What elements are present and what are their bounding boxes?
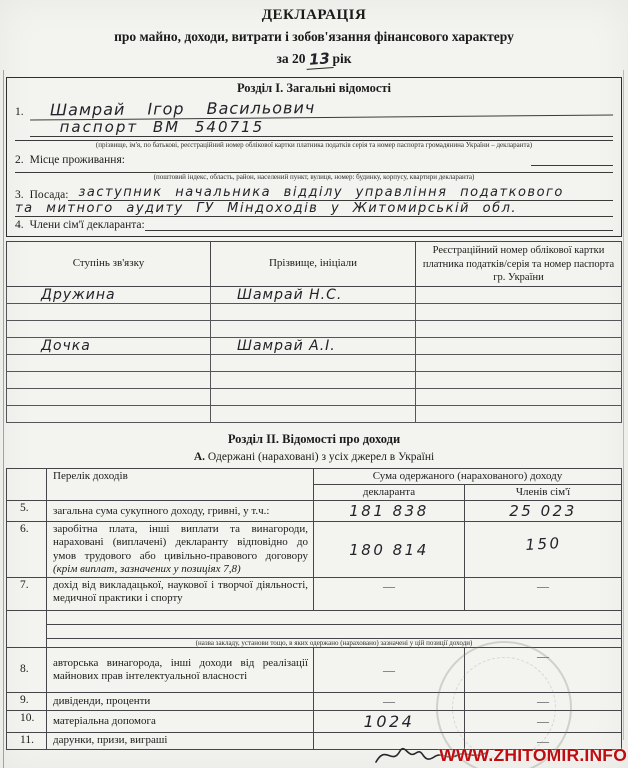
family-dash: — — [465, 710, 622, 732]
declarant-dash: — — [314, 693, 465, 710]
row-number-empty — [7, 610, 47, 647]
year-suffix: рік — [332, 51, 352, 66]
family-header-regnumber: Реєстраційний номер облікової картки платника податків/серія та номер паспорта гр. України — [416, 242, 622, 286]
declarant-name-handwritten: Шамрай Ігор Васильович — [30, 95, 614, 120]
item3-number: 3. — [15, 189, 24, 202]
family-header-relation: Ступінь зв'язку — [7, 242, 211, 286]
item2-number: 2. — [15, 153, 24, 166]
family-row — [7, 286, 622, 303]
family-row — [7, 405, 622, 422]
family-amount-handwritten: 25 023 — [465, 501, 622, 522]
family-column-header: Членів сім'ї — [465, 484, 622, 500]
name-handwritten: Шамрай А.І. — [211, 337, 416, 354]
blank-line-cell — [47, 610, 622, 624]
scan-frame-line-left — [3, 70, 4, 768]
name-handwritten: Шамрай Н.С. — [211, 286, 416, 303]
blank-line-cell — [47, 624, 622, 638]
residence-short-line — [531, 164, 613, 166]
family-dash: — — [465, 693, 622, 710]
family-members-blank-line — [145, 230, 613, 231]
section2-sub-text: Одержані (нараховані) з усіх джерел в Україні — [205, 450, 435, 463]
page-title: ДЕКЛАРАЦІЯ — [261, 7, 367, 23]
family-members-label: Члени сім'ї декларанта: — [29, 219, 145, 232]
row-number: 7. — [7, 577, 47, 610]
watermark-zhitomir-info: WWW.ZHITOMIR.INFO — [439, 745, 627, 765]
section1-box — [6, 77, 622, 237]
item4-number: 4. — [15, 219, 24, 232]
income-label: дохід від викладацької, наукової і творчої діяльності, медичної практики і спорту — [47, 577, 314, 610]
family-dash: — — [465, 648, 622, 693]
declarant-amount-handwritten: 180 814 — [314, 522, 465, 578]
item2-caption: (поштовий індекс, область, район, населений пункт, вулиця, номер: будинку, корпусу, квартири декларанта) — [153, 172, 475, 181]
family-row — [7, 303, 622, 320]
year-handwritten: 13 — [305, 49, 333, 70]
income-number-column-header — [7, 468, 47, 500]
family-row — [7, 371, 622, 388]
family-table-header-row — [7, 242, 622, 286]
item1-name-line — [7, 98, 621, 118]
section2-subheading — [0, 451, 628, 463]
income-label: загальна сума сукупного доходу, гривні, у т.ч.: — [47, 501, 314, 522]
title-block — [0, 0, 628, 68]
declarant-amount-handwritten: 181 838 — [314, 501, 465, 522]
item2-line — [7, 154, 621, 166]
scan-frame-line-right — [623, 70, 624, 740]
item1-caption: (прізвище, ім'я, по батькові, реєстраційний номер облікової картки платника податків серія та номер паспорта громадянина України – декларанта) — [95, 141, 533, 149]
position-handwritten-line1: заступник начальника відділу управління податкового — [68, 185, 613, 201]
row-number: 6. — [7, 522, 47, 578]
income-header-row1 — [7, 468, 622, 484]
family-row — [7, 388, 622, 405]
income-list-header: Перелік доходів — [47, 468, 314, 500]
row-number: 10. — [7, 710, 47, 732]
item3-line1 — [7, 185, 621, 201]
residence-label: Місце проживання: — [29, 153, 125, 166]
family-row — [7, 354, 622, 371]
declarant-dash: — — [314, 648, 465, 693]
section2-sub-letter: А. — [193, 450, 205, 463]
family-table — [6, 241, 622, 422]
income-blank-row — [7, 624, 622, 638]
income-caption: (назва закладу, установи тощо, в яких одержано (нараховано) зазначені у цій позиції доходи) — [47, 638, 622, 647]
year-prefix: за 20 — [276, 51, 306, 66]
income-label-note: (крім виплат, зазначених у позиціях 7,8) — [53, 562, 241, 575]
declarant-amount-handwritten: 1024 — [314, 710, 465, 732]
income-label: дивіденди, проценти — [47, 693, 314, 710]
passport-handwritten: паспорт ВМ 540715 — [30, 118, 613, 137]
row-number: 11. — [7, 732, 47, 749]
declarant-column-header: декларанта — [314, 484, 465, 500]
item1-passport-line — [7, 118, 621, 137]
family-row — [7, 320, 622, 337]
family-row — [7, 337, 622, 354]
item1-number: 1. — [15, 106, 24, 118]
section2-heading: Розділ II. Відомості про доходи — [227, 431, 401, 446]
position-label: Посада: — [29, 189, 69, 202]
income-label: заробітна плата, інші виплати та винагороди, нараховані (виплачені) декларанту відповідно до умов трудового або цивільно-правового договору (крім виплат, зазначених у позиціях 7,8) — [47, 522, 314, 578]
income-blank-row — [7, 610, 622, 624]
income-row-6 — [7, 522, 622, 578]
item4-line — [7, 219, 621, 231]
declarant-dash: — — [314, 577, 465, 610]
section1-heading: Розділ I. Загальні відомості — [236, 81, 392, 95]
income-label: матеріальна допомога — [47, 710, 314, 732]
family-header-name: Прізвище, ініціали — [211, 242, 416, 286]
position-handwritten-line2: та митного аудиту ГУ Міндоходів у Житомирській обл. — [15, 201, 613, 217]
regnumber-cell — [416, 286, 622, 303]
family-dash: — — [465, 732, 622, 749]
family-amount-handwritten: 150 — [463, 512, 623, 576]
relation-handwritten: Дочка — [7, 337, 211, 354]
item3-line2 — [7, 201, 621, 217]
income-label: авторська винагорода, інші доходи від реалізації майнових прав інтелектуальної власності — [47, 648, 314, 693]
page-subtitle: про майно, доходи, витрати і зобов'язання фінансового характеру — [114, 29, 514, 44]
income-sum-header: Сума одержаного (нарахованого) доходу — [314, 468, 622, 484]
family-dash: — — [465, 577, 622, 610]
income-row-7 — [7, 577, 622, 610]
row-number: 9. — [7, 693, 47, 710]
income-label: дарунки, призи, виграші — [47, 732, 314, 749]
relation-handwritten: Дружина — [7, 286, 211, 303]
year-line — [0, 49, 628, 68]
row-number: 5. — [7, 501, 47, 522]
row-number: 8. — [7, 648, 47, 693]
